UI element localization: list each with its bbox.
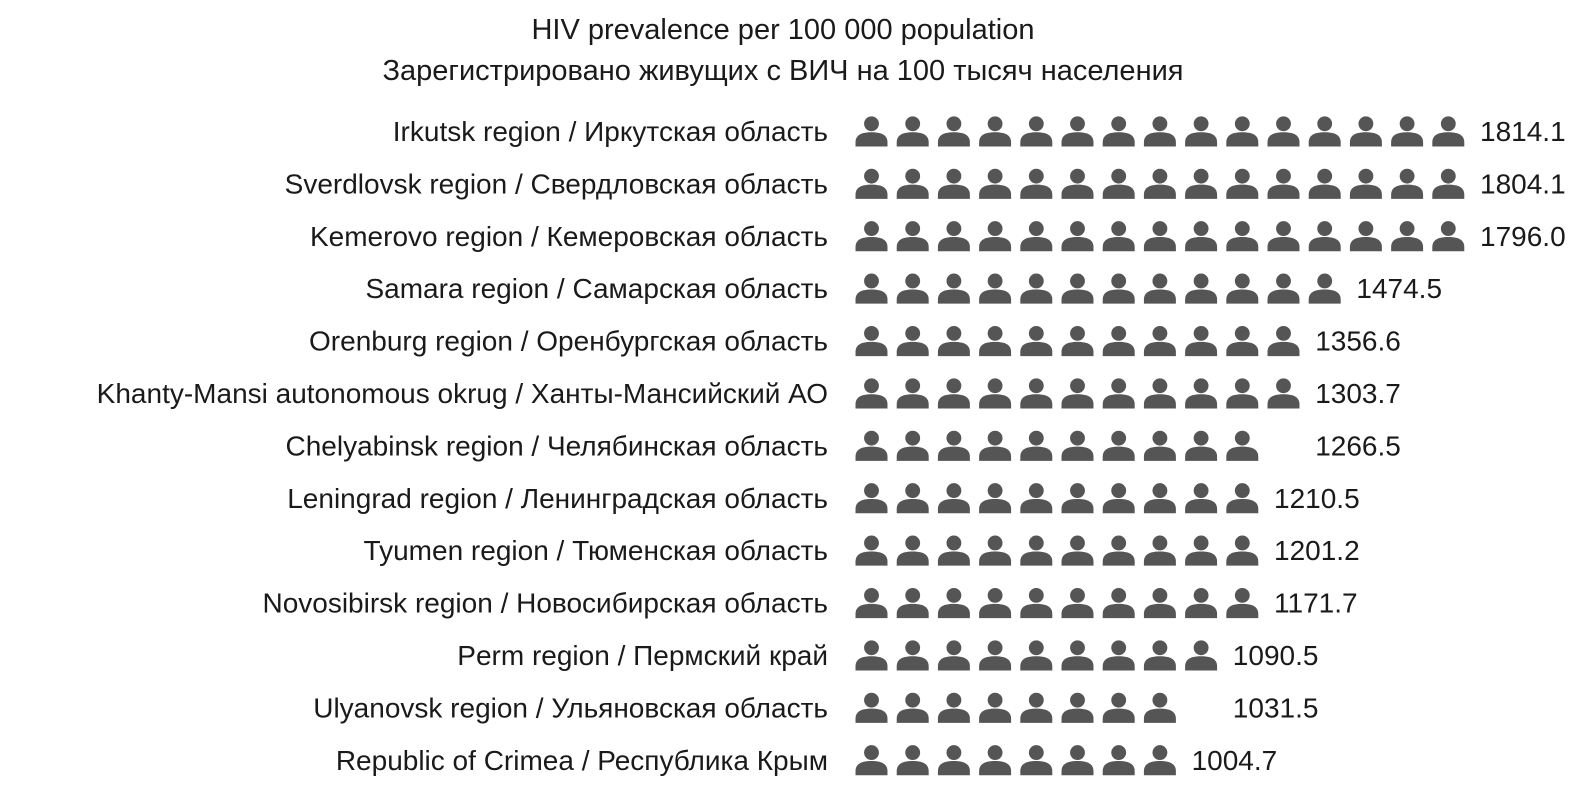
person-icon (1432, 221, 1464, 251)
person-icon (1350, 169, 1382, 199)
person-icon (1020, 221, 1052, 251)
row-label: Novosibirsk region / Новосибирская область (262, 587, 828, 619)
person-icon (1185, 483, 1217, 513)
person-icon (1020, 274, 1052, 304)
person-icon (1309, 221, 1341, 251)
person-icon (979, 693, 1011, 723)
person-icon (1144, 116, 1176, 146)
person-icon (1062, 483, 1094, 513)
value-label: 1266.5 (1315, 430, 1401, 462)
person-icon (938, 640, 970, 670)
person-icon (897, 431, 929, 461)
person-icon (979, 536, 1011, 566)
person-icon (856, 588, 888, 618)
person-icon (1185, 221, 1217, 251)
person-icon (1226, 274, 1258, 304)
person-icon (1144, 326, 1176, 356)
value-label: 1474.5 (1356, 273, 1443, 305)
person-icon (1185, 274, 1217, 304)
person-icon (1144, 221, 1176, 251)
person-icon (979, 745, 1011, 775)
person-icon (1020, 745, 1052, 775)
person-icon (1062, 169, 1094, 199)
person-icon (856, 274, 888, 304)
person-icon (897, 536, 929, 566)
person-icon (1309, 169, 1341, 199)
row-label: Leningrad region / Ленинградская область (287, 482, 828, 514)
person-icon (1268, 169, 1300, 199)
person-icon (1062, 745, 1094, 775)
value-label: 1303.7 (1315, 378, 1401, 409)
row-label: Irkutsk region / Иркутская область (392, 116, 828, 147)
person-icon (856, 693, 888, 723)
person-icon (1144, 693, 1176, 723)
person-icon (1350, 221, 1382, 251)
person-icon (1020, 536, 1052, 566)
person-icon (1020, 483, 1052, 513)
person-icon (1185, 431, 1217, 461)
person-icon (1144, 640, 1176, 670)
value-label: 1171.7 (1274, 587, 1358, 619)
person-icon (979, 431, 1011, 461)
row-label: Kemerovo region / Кемеровская область (309, 220, 828, 252)
person-icon (1020, 431, 1052, 461)
person-icon (1185, 640, 1217, 670)
person-icon (1391, 221, 1423, 251)
person-icon (1226, 169, 1258, 199)
person-icon (1062, 326, 1094, 356)
person-icon (938, 431, 970, 461)
person-icon (1144, 274, 1176, 304)
person-icon (1432, 169, 1464, 199)
person-icon (1103, 431, 1135, 461)
person-icon (1185, 536, 1217, 566)
person-icon (1226, 221, 1258, 251)
person-icon (1226, 536, 1258, 566)
person-icon (1103, 483, 1135, 513)
person-icon (1391, 169, 1423, 199)
person-icon (1062, 693, 1094, 723)
person-icon (938, 693, 970, 723)
value-label: 1210.5 (1274, 482, 1360, 514)
person-icon (1103, 640, 1135, 670)
person-icon (1020, 116, 1052, 146)
person-icon (938, 536, 970, 566)
person-icon (1103, 536, 1135, 566)
person-icon (897, 326, 929, 356)
person-icon (1020, 326, 1052, 356)
person-icon (938, 745, 970, 775)
person-icon (979, 116, 1011, 146)
person-icon (856, 169, 888, 199)
person-icon (897, 483, 929, 513)
person-icon (1020, 693, 1052, 723)
person-icon (1144, 745, 1176, 775)
person-icon (1062, 274, 1094, 304)
person-icon (979, 169, 1011, 199)
person-icon (1020, 588, 1052, 618)
person-icon (1268, 116, 1300, 146)
row-label: Ulyanovsk region / Ульяновская область (313, 692, 828, 724)
person-icon (979, 274, 1011, 304)
person-icon (856, 221, 888, 251)
person-icon (1226, 588, 1258, 618)
person-icon (1103, 378, 1135, 408)
value-label: 1090.5 (1232, 640, 1319, 671)
partial-person-icon (1268, 431, 1300, 461)
chart-rows (97, 116, 1566, 776)
person-icon (1185, 588, 1217, 618)
person-icon (1103, 745, 1135, 775)
person-icon (1350, 116, 1382, 146)
partial-person-icon (1185, 693, 1217, 723)
person-icon (1185, 116, 1217, 146)
person-icon (1268, 274, 1300, 304)
person-icon (897, 378, 929, 408)
row-label: Perm region / Пермский край (457, 640, 828, 671)
person-icon (856, 378, 888, 408)
person-icon (856, 483, 888, 513)
person-icon (1309, 116, 1341, 146)
person-icon (1103, 588, 1135, 618)
person-icon (938, 378, 970, 408)
row-label: Republic of Crimea / Республика Крым (335, 744, 828, 776)
value-label: 1796.0 (1480, 220, 1566, 252)
person-icon (1309, 274, 1341, 304)
person-icon (1432, 116, 1464, 146)
person-icon (1144, 588, 1176, 618)
person-icon (1226, 326, 1258, 356)
person-icon (1268, 326, 1300, 356)
value-label: 1201.2 (1274, 535, 1360, 567)
person-icon (1103, 274, 1135, 304)
person-icon (1103, 169, 1135, 199)
person-icon (1226, 431, 1258, 461)
person-icon (1020, 640, 1052, 670)
person-icon (897, 274, 929, 304)
row-label: Samara region / Самарская область (365, 273, 828, 305)
row-label: Sverdlovsk region / Свердловская область (284, 168, 828, 200)
person-icon (1144, 169, 1176, 199)
person-icon (938, 116, 970, 146)
person-icon (938, 274, 970, 304)
person-icon (897, 588, 929, 618)
person-icon (1226, 378, 1258, 408)
person-icon (897, 221, 929, 251)
person-icon (1020, 169, 1052, 199)
person-icon (856, 640, 888, 670)
person-icon (938, 326, 970, 356)
value-label: 1804.1 (1480, 168, 1566, 200)
person-icon (1103, 221, 1135, 251)
person-icon (979, 640, 1011, 670)
person-icon (897, 693, 929, 723)
person-icon (1268, 221, 1300, 251)
person-icon (1185, 378, 1217, 408)
person-icon (897, 169, 929, 199)
person-icon (979, 221, 1011, 251)
person-icon (856, 116, 888, 146)
person-icon (1226, 483, 1258, 513)
person-icon (1062, 431, 1094, 461)
person-icon (1062, 378, 1094, 408)
person-icon (1391, 116, 1423, 146)
person-icon (1062, 588, 1094, 618)
person-icon (1144, 431, 1176, 461)
row-label: Khanty-Mansi autonomous okrug / Ханты-Мансийский АО (96, 378, 828, 409)
person-icon (1062, 221, 1094, 251)
value-label: 1004.7 (1191, 744, 1278, 776)
person-icon (938, 483, 970, 513)
person-icon (1103, 326, 1135, 356)
person-icon (938, 588, 970, 618)
person-icon (1185, 169, 1217, 199)
person-icon (1062, 536, 1094, 566)
row-label: Chelyabinsk region / Челябинская область (285, 430, 828, 462)
person-icon (938, 169, 970, 199)
person-icon (856, 745, 888, 775)
person-icon (979, 326, 1011, 356)
person-icon (1144, 483, 1176, 513)
person-icon (897, 640, 929, 670)
person-icon (1020, 378, 1052, 408)
row-label: Tyumen region / Тюменская область (363, 535, 828, 567)
person-icon (1062, 116, 1094, 146)
value-label: 1814.1 (1480, 116, 1566, 147)
value-label: 1031.5 (1232, 692, 1319, 724)
person-icon (856, 326, 888, 356)
person-icon (856, 431, 888, 461)
person-icon (1144, 378, 1176, 408)
person-icon (1062, 640, 1094, 670)
person-icon (897, 116, 929, 146)
row-label: Orenburg region / Оренбургская область (309, 325, 828, 357)
person-icon (979, 378, 1011, 408)
person-icon (979, 588, 1011, 618)
person-icon (897, 745, 929, 775)
person-icon (856, 536, 888, 566)
person-icon (938, 221, 970, 251)
person-icon (1226, 116, 1258, 146)
person-icon (1144, 536, 1176, 566)
value-label: 1356.6 (1315, 325, 1401, 357)
person-icon (979, 483, 1011, 513)
person-icon (1268, 378, 1300, 408)
person-icon (1103, 693, 1135, 723)
person-icon (1103, 116, 1135, 146)
chart-subtitle: Зарегистрировано живущих с ВИЧ на 100 тысяч населения (382, 55, 1184, 87)
person-icon (1185, 326, 1217, 356)
chart-title: HIV prevalence per 100 000 population (531, 14, 1035, 46)
